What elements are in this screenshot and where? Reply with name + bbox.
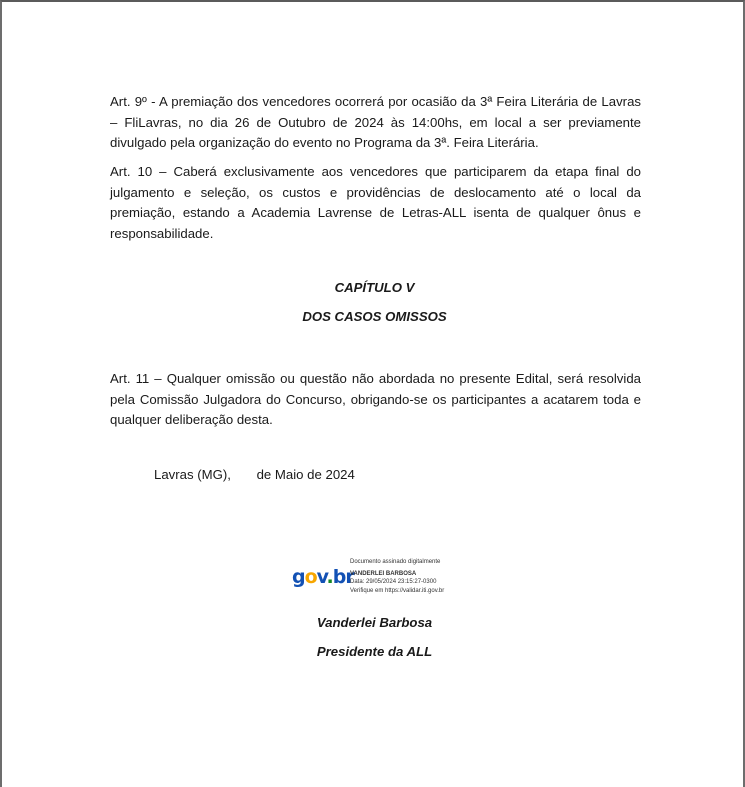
signature-details [350,558,444,595]
article-10: Art. 10 – Caberá exclusivamente aos vencedores que participarem da etapa final do julgamento e seleção, os custos e providências de deslocamento até o local da premiação, estando a Academia Lavrense de Letras-ALL isenta de qualquer ônus e responsabilidade. [110,164,641,241]
govbr-logo: gov.br [292,566,354,588]
chapter-title: CAPÍTULO V [334,280,415,295]
signer-name: Vanderlei Barbosa [316,615,433,630]
signature-signer-name: VANDERLEI BARBOSA [350,570,417,577]
signature-caption: Documento assinado digitalmente [350,559,441,565]
chapter-subtitle: DOS CASOS OMISSOS [302,309,447,324]
digital-signature-stamp [292,558,492,600]
date-line: Lavras (MG), de Maio de 2024 [154,467,355,482]
article-11: Art. 11 – Qualquer omissão ou questão não abordada no presente Edital, será resolvida pela Comissão Julgadora do Concurso, obrigando-se os participantes a acatarem toda e qualquer deliberação desta. [110,371,641,427]
signature-verify-link: Verifique em https://validar.iti.gov.br [350,587,445,594]
signer-role: Presidente da ALL [316,644,433,659]
signature-date: Data: 29/05/2024 23:15:27-0300 [350,579,437,585]
article-9: Art. 9º - A premiação dos vencedores ocorrerá por ocasião da 3ª Feira Literária de Lavras – FliLavras, no dia 26 de Outubro de 2024 às 14:00hs, em local a ser previamente divulgado pela organização do evento no Programa da 3ª. Feira Literária. [110,94,641,150]
